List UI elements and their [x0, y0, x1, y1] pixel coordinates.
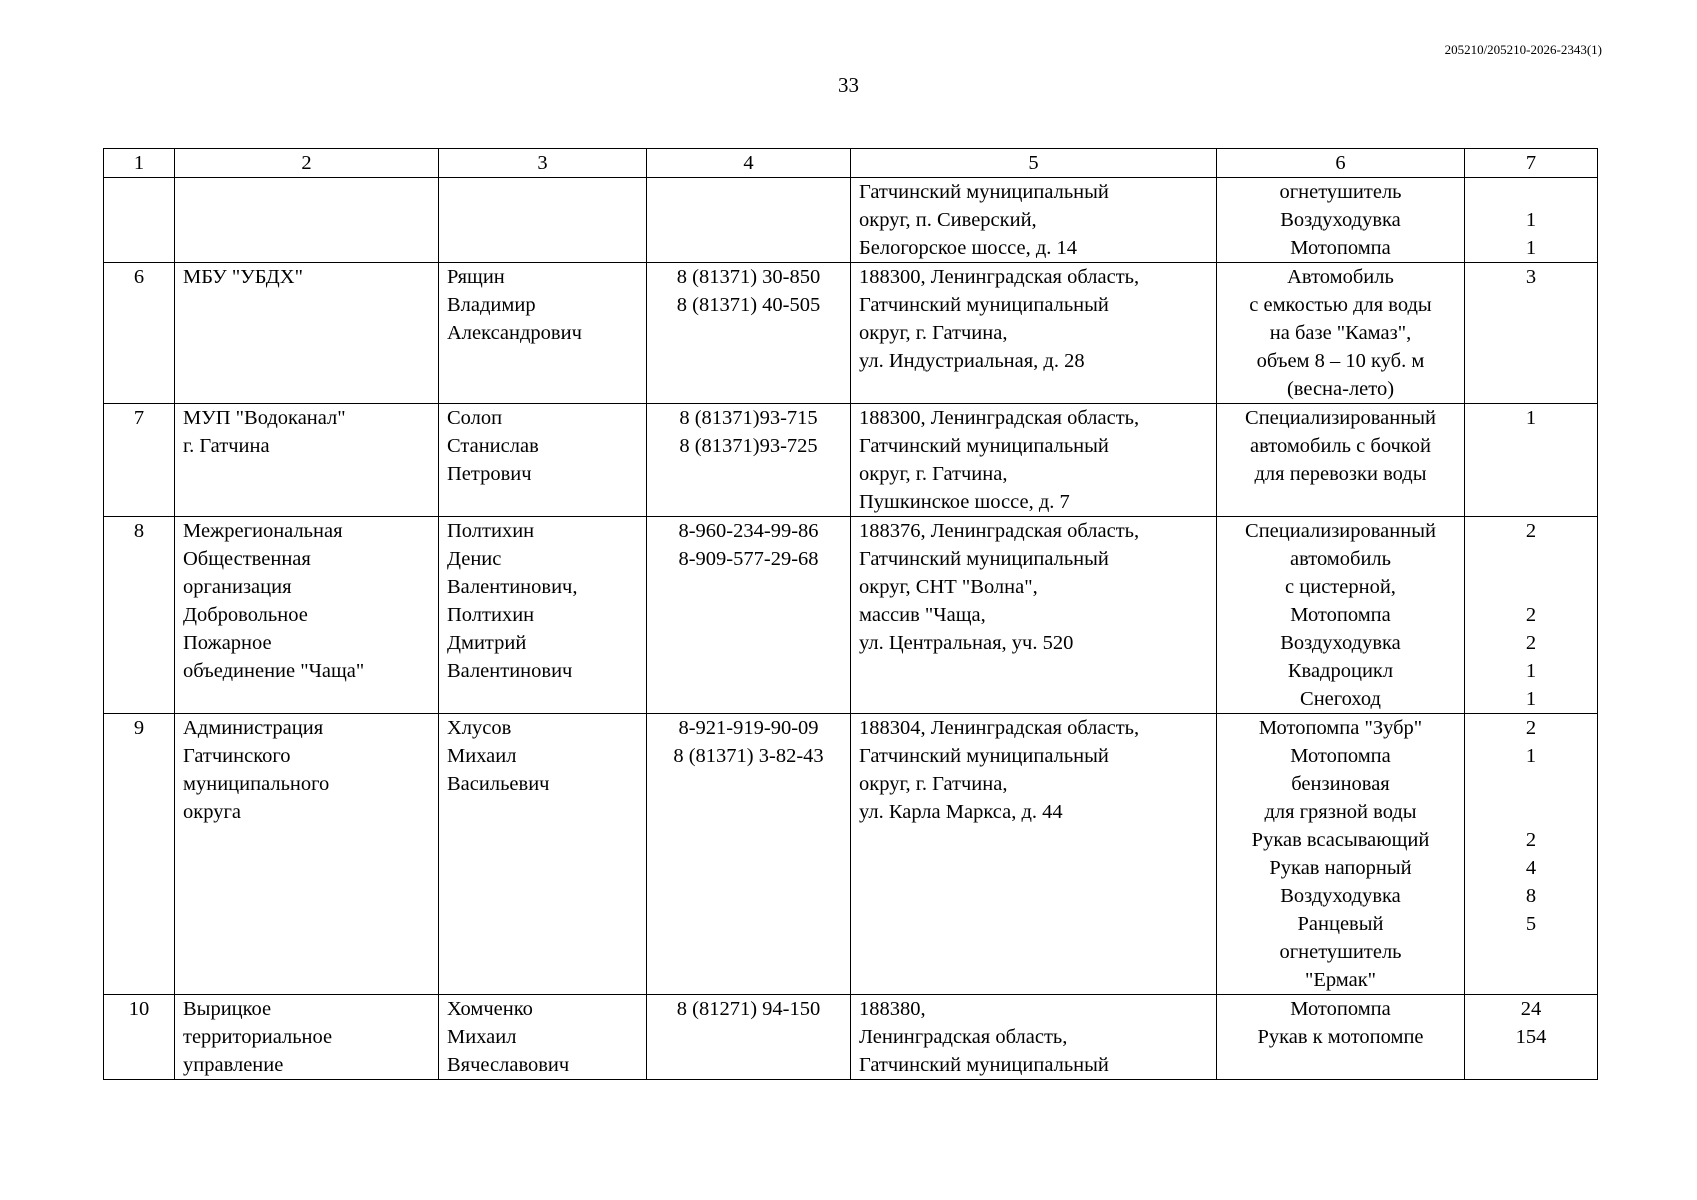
organization-line: территориальное	[183, 1026, 333, 1048]
column-header: 1	[104, 149, 175, 178]
organization-cell	[175, 263, 439, 404]
organization-line: Гатчинского	[183, 745, 291, 767]
column-header: 7	[1465, 149, 1598, 178]
address-cell	[851, 404, 1217, 517]
column-header: 6	[1217, 149, 1465, 178]
responsible-person-line: Петрович	[447, 463, 532, 485]
table-row	[104, 178, 1598, 263]
address-line: 188380,	[859, 998, 926, 1020]
responsible-person-line: Дмитрий	[447, 632, 527, 654]
quantity-line: 3	[1525, 266, 1537, 288]
organization-cell	[175, 517, 439, 714]
equipment-line: Рукав напорный	[1269, 857, 1412, 879]
quantity-cell	[1465, 178, 1598, 263]
quantity-line: 154	[1515, 1026, 1547, 1048]
responsible-person-line: Владимир	[447, 294, 536, 316]
equipment-line: Мотопомпа "Зубр"	[1258, 717, 1423, 739]
phone-line: 8 (81371) 3-82-43	[673, 745, 824, 767]
equipment-cell	[1217, 995, 1465, 1080]
column-header-row	[104, 149, 1598, 178]
quantity-line: 5	[1525, 913, 1537, 935]
quantity-cell	[1465, 995, 1598, 1080]
address-line: Гатчинский муниципальный	[859, 294, 1109, 316]
quantity-line	[1473, 770, 1589, 798]
equipment-line: бензиновая	[1291, 773, 1390, 795]
quantity-line	[1473, 545, 1589, 573]
responsible-person-cell	[439, 263, 647, 404]
column-header: 5	[851, 149, 1217, 178]
address-line: ул. Центральная, уч. 520	[859, 632, 1074, 654]
quantity-line: 1	[1525, 660, 1537, 682]
quantity-line: 2	[1525, 520, 1537, 542]
address-cell	[851, 263, 1217, 404]
address-line: массив "Чаща,	[859, 604, 986, 626]
organization-cell	[175, 178, 439, 263]
phone-line: 8 (81371)93-725	[679, 435, 818, 457]
quantity-line: 4	[1525, 857, 1537, 879]
address-line: 188300, Ленинградская область,	[859, 266, 1140, 288]
quantity-line	[1473, 938, 1589, 966]
responsible-person-line: Васильевич	[447, 773, 550, 795]
responsible-person-line: Михаил	[447, 1026, 517, 1048]
row-number-cell: 7	[104, 404, 175, 517]
quantity-line: 1	[1525, 407, 1537, 429]
equipment-line: Воздуходувка	[1280, 885, 1401, 907]
phone-cell	[647, 714, 851, 995]
responsible-person-line: Хлусов	[447, 717, 512, 739]
phone-line: 8-909-577-29-68	[678, 548, 819, 570]
quantity-line: 2	[1525, 829, 1537, 851]
responsible-person-line: Полтихин	[447, 520, 535, 542]
organization-line: Вырицкое	[183, 998, 272, 1020]
quantity-line: 2	[1525, 717, 1537, 739]
quantity-cell	[1465, 263, 1598, 404]
equipment-line: огнетушитель	[1279, 941, 1402, 963]
address-line: Белогорское шоссе, д. 14	[859, 237, 1078, 259]
quantity-line: 1	[1525, 237, 1537, 259]
organization-line: управление	[183, 1054, 284, 1076]
organization-line: Общественная	[183, 548, 311, 570]
address-line: Ленинградская область,	[859, 1026, 1068, 1048]
address-line: 188304, Ленинградская область,	[859, 717, 1140, 739]
phone-cell	[647, 178, 851, 263]
row-number-cell: 8	[104, 517, 175, 714]
phone-line: 8 (81271) 94-150	[676, 998, 821, 1020]
equipment-cell	[1217, 263, 1465, 404]
address-cell	[851, 517, 1217, 714]
equipment-line: с емкостью для воды	[1249, 294, 1432, 316]
equipment-line: (весна-лето)	[1286, 378, 1395, 400]
responsible-person-line: Солоп	[447, 407, 503, 429]
responsible-person-cell	[439, 995, 647, 1080]
phone-line: 8 (81371)93-715	[679, 407, 818, 429]
address-line: Гатчинский муниципальный	[859, 435, 1109, 457]
equipment-line: для грязной воды	[1264, 801, 1417, 823]
phone-line: 8-921-919-90-09	[678, 717, 819, 739]
address-line: Гатчинский муниципальный	[859, 745, 1109, 767]
address-line: 188300, Ленинградская область,	[859, 407, 1140, 429]
quantity-cell	[1465, 404, 1598, 517]
table-body	[104, 178, 1598, 1080]
equipment-cell	[1217, 714, 1465, 995]
responsible-person-line: Александрович	[447, 322, 582, 344]
organization-line: объединение "Чаща"	[183, 660, 365, 682]
equipment-line: Мотопомпа	[1290, 745, 1391, 767]
equipment-line: объем 8 – 10 куб. м	[1256, 350, 1425, 372]
equipment-line: Ранцевый	[1297, 913, 1384, 935]
equipment-table	[103, 148, 1598, 1080]
equipment-cell	[1217, 517, 1465, 714]
phone-line: 8 (81371) 40-505	[676, 294, 821, 316]
row-number-cell: 9	[104, 714, 175, 995]
address-cell	[851, 995, 1217, 1080]
phone-cell	[647, 517, 851, 714]
quantity-line: 1	[1525, 209, 1537, 231]
organization-line: г. Гатчина	[183, 435, 270, 457]
address-line: Гатчинский муниципальный	[859, 548, 1109, 570]
address-line: Гатчинский муниципальный	[859, 181, 1109, 203]
equipment-line: Автомобиль	[1287, 266, 1394, 288]
equipment-line: Снегоход	[1300, 688, 1381, 710]
row-number-cell: 6	[104, 263, 175, 404]
equipment-line: "Ермак"	[1304, 969, 1377, 991]
phone-line: 8 (81371) 30-850	[676, 266, 821, 288]
address-cell	[851, 178, 1217, 263]
responsible-person-line: Валентинович,	[447, 576, 578, 598]
column-header: 3	[439, 149, 647, 178]
address-line: округ, п. Сиверский,	[859, 209, 1037, 231]
organization-cell	[175, 714, 439, 995]
equipment-cell	[1217, 404, 1465, 517]
address-line: округ, г. Гатчина,	[859, 463, 1008, 485]
organization-line: Пожарное	[183, 632, 272, 654]
responsible-person-cell	[439, 178, 647, 263]
equipment-line: Мотопомпа	[1290, 998, 1391, 1020]
equipment-line: Квадроцикл	[1287, 660, 1394, 682]
equipment-line: автомобиль с бочкой	[1250, 435, 1431, 457]
address-line: ул. Карла Маркса, д. 44	[859, 801, 1063, 823]
organization-line: Межрегиональная	[183, 520, 343, 542]
address-line: Гатчинский муниципальный	[859, 1054, 1109, 1076]
phone-cell	[647, 263, 851, 404]
equipment-line: Специализированный	[1245, 520, 1436, 542]
quantity-line: 2	[1525, 632, 1537, 654]
responsible-person-line: Рящин	[447, 266, 505, 288]
equipment-line: Рукав к мотопомпе	[1257, 1026, 1424, 1048]
address-line: Пушкинское шоссе, д. 7	[859, 491, 1070, 513]
equipment-line: Специализированный	[1245, 407, 1436, 429]
quantity-line: 2	[1525, 604, 1537, 626]
address-line: округ, СНТ "Волна",	[859, 576, 1038, 598]
equipment-line: Воздуходувка	[1280, 632, 1401, 654]
responsible-person-line: Валентинович	[447, 660, 573, 682]
responsible-person-cell	[439, 404, 647, 517]
responsible-person-line: Полтихин	[447, 604, 535, 626]
equipment-line: Мотопомпа	[1290, 604, 1391, 626]
organization-line: МБУ "УБДХ"	[183, 266, 303, 288]
quantity-line: 8	[1525, 885, 1537, 907]
responsible-person-line: Станислав	[447, 435, 539, 457]
organization-line: организация	[183, 576, 292, 598]
equipment-line: для перевозки воды	[1254, 463, 1427, 485]
column-header: 2	[175, 149, 439, 178]
responsible-person-cell	[439, 517, 647, 714]
responsible-person-line: Хомченко	[447, 998, 533, 1020]
organization-line: округа	[183, 801, 241, 823]
row-number-cell	[104, 178, 175, 263]
quantity-line: 1	[1525, 688, 1537, 710]
equipment-line: Рукав всасывающий	[1251, 829, 1430, 851]
address-line: округ, г. Гатчина,	[859, 322, 1008, 344]
equipment-cell	[1217, 178, 1465, 263]
organization-cell	[175, 995, 439, 1080]
equipment-line: автомобиль	[1289, 548, 1392, 570]
phone-cell	[647, 404, 851, 517]
equipment-line: с цистерной,	[1285, 576, 1396, 598]
quantity-line	[1473, 966, 1589, 994]
quantity-cell	[1465, 714, 1598, 995]
page-number: 33	[838, 73, 859, 97]
quantity-cell	[1465, 517, 1598, 714]
quantity-line	[1473, 178, 1589, 206]
equipment-line: огнетушитель	[1279, 181, 1402, 203]
phone-line: 8-960-234-99-86	[678, 520, 819, 542]
table-row	[104, 263, 1598, 404]
column-header: 4	[647, 149, 851, 178]
quantity-line: 1	[1525, 745, 1537, 767]
table-row	[104, 517, 1598, 714]
document-id: 205210/205210-2026-2343(1)	[1444, 42, 1602, 57]
address-line: 188376, Ленинградская область,	[859, 520, 1140, 542]
responsible-person-line: Михаил	[447, 745, 517, 767]
table-row	[104, 714, 1598, 995]
row-number-cell: 10	[104, 995, 175, 1080]
equipment-line: на базе "Камаз",	[1269, 322, 1412, 344]
address-line: округ, г. Гатчина,	[859, 773, 1008, 795]
phone-cell	[647, 995, 851, 1080]
equipment-line: Воздуходувка	[1280, 209, 1401, 231]
organization-line: МУП "Водоканал"	[183, 407, 346, 429]
quantity-line	[1473, 798, 1589, 826]
organization-cell	[175, 404, 439, 517]
organization-line: муниципального	[183, 773, 330, 795]
table-row	[104, 404, 1598, 517]
quantity-line: 24	[1520, 998, 1542, 1020]
organization-line: Администрация	[183, 717, 324, 739]
table-row	[104, 995, 1598, 1080]
address-line: ул. Индустриальная, д. 28	[859, 350, 1085, 372]
responsible-person-line: Вячеславович	[447, 1054, 570, 1076]
address-cell	[851, 714, 1217, 995]
organization-line: Добровольное	[183, 604, 308, 626]
responsible-person-cell	[439, 714, 647, 995]
equipment-line: Мотопомпа	[1290, 237, 1391, 259]
quantity-line	[1473, 573, 1589, 601]
responsible-person-line: Денис	[447, 548, 502, 570]
